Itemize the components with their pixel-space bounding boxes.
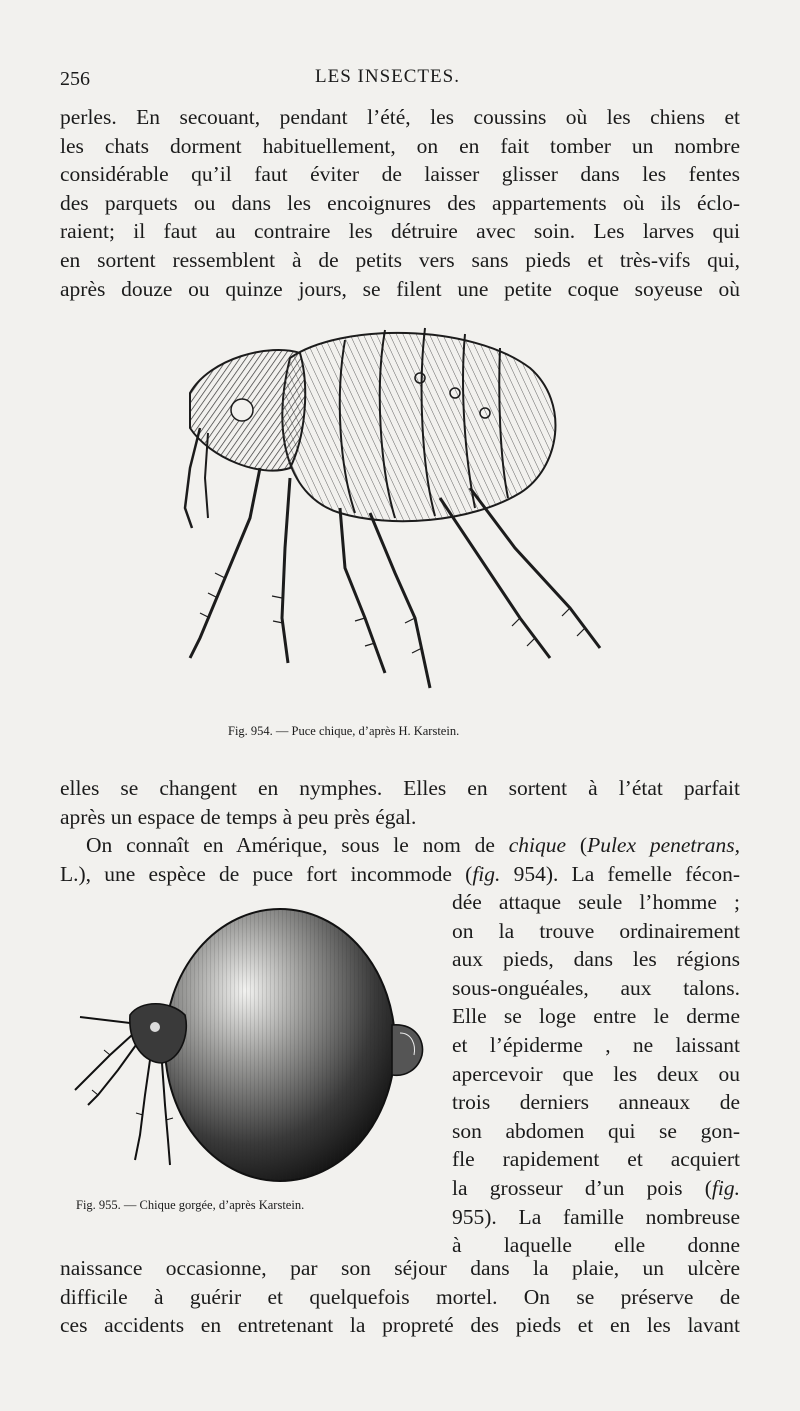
- text-line: à laquelle elle donne: [452, 1233, 740, 1258]
- paragraph-chique-end: [60, 1254, 740, 1340]
- text-span: (: [566, 833, 588, 857]
- text-line: en sortent ressemblent à de petits vers sans pieds et très-vifs qui,: [60, 247, 740, 272]
- text-line: après douze ou quinze jours, se filent une petite coque soyeuse où: [60, 276, 740, 301]
- text-line: trois derniers anneaux de: [452, 1090, 740, 1115]
- text-line: 955). La famille nombreuse: [452, 1204, 740, 1229]
- engorged-chigoe-engraving: [70, 905, 430, 1190]
- text-line: perles. En secouant, pendant l’été, les coussins où les chiens et: [60, 105, 740, 129]
- fig-reference: fig.: [711, 1175, 740, 1200]
- running-title: LES INSECTES.: [315, 66, 460, 87]
- text-span: On connaît en Amérique, sous le nom de: [86, 833, 509, 857]
- text-line: aux pieds, dans les régions: [452, 947, 740, 972]
- text-line: les chats dorment habituellement, on en fait tomber un nombre: [60, 133, 740, 158]
- text-line: fle rapidement et acquiert: [452, 1147, 740, 1172]
- text-line: on la trouve ordinairement: [452, 918, 740, 943]
- paragraph-nymphs: [60, 774, 740, 831]
- text-span: 954). La femelle fécon-: [500, 861, 740, 886]
- paragraph-larvae: [60, 103, 740, 303]
- flea-engraving: [170, 318, 620, 708]
- paragraph-chique-column: [452, 888, 740, 1260]
- paragraph-chique-intro: [60, 831, 740, 888]
- figure-955-caption: Fig. 955. — Chique gorgée, d’après Karstein.: [76, 1198, 305, 1212]
- text-line: ces accidents en entretenant la propreté des pieds et en les lavant: [60, 1313, 740, 1338]
- text-line: [60, 831, 740, 860]
- text-line: Elle se loge entre le derme: [452, 1004, 740, 1029]
- text-line: et l’épiderme , ne laissant: [452, 1032, 740, 1057]
- term-chique: chique: [508, 833, 567, 857]
- text-line: après un espace de temps à peu près égal.: [60, 804, 417, 829]
- text-line: son abdomen qui se gon-: [452, 1118, 740, 1143]
- page-header: [60, 62, 740, 94]
- text-span: la grosseur d’un pois (: [452, 1175, 712, 1200]
- text-line: elles se changent en nymphes. Elles en sortent à l’état parfait: [60, 776, 740, 800]
- text-line: [452, 1174, 740, 1203]
- text-line: sous-onguéales, aux talons.: [452, 975, 740, 1000]
- figure-engorged-chigoe: [70, 905, 430, 1190]
- text-span: L.), une espèce de puce fort incommode (: [60, 861, 473, 886]
- text-line: considérable qu’il faut éviter de laisser glisser dans les fentes: [60, 162, 740, 187]
- text-line: difficile à guérir et quelquefois mortel. On se préserve de: [60, 1284, 740, 1309]
- text-line: dée attaque seule l’homme ;: [452, 890, 740, 914]
- text-line: [60, 860, 740, 889]
- text-line: apercevoir que les deux ou: [452, 1061, 740, 1086]
- fig-reference: fig.: [472, 861, 501, 886]
- text-line: naissance occasionne, par son séjour dans la plaie, un ulcère: [60, 1256, 740, 1280]
- page-number: 256: [60, 68, 90, 90]
- figure-flea-illustration: [170, 318, 620, 708]
- figure-954-caption: Fig. 954. — Puce chique, d’après H. Karstein.: [228, 724, 460, 738]
- text-line: raient; il faut au contraire les détruire avec soin. Les larves qui: [60, 219, 740, 244]
- latin-name: Pulex penetrans,: [587, 833, 740, 857]
- text-line: des parquets ou dans les encoignures des appartements où ils éclo-: [60, 190, 740, 215]
